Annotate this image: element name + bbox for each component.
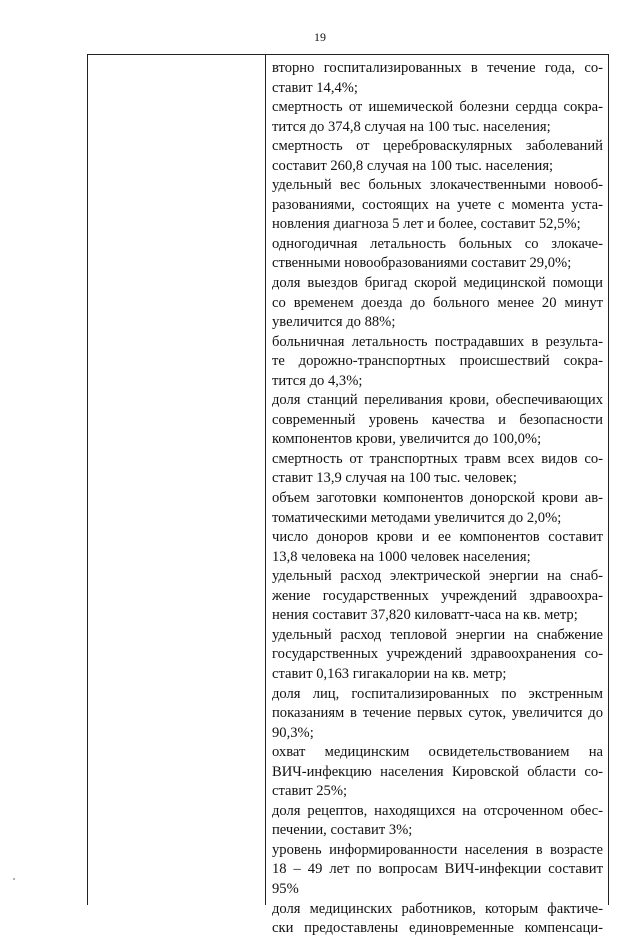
text-line: тится до 374,8 случая на 100 тыс. населения;: [272, 118, 551, 135]
text-line: новления диагноза 5 лет и более, составит 52,5%;: [272, 216, 581, 233]
text-line: ски предоставлены единовременные компенсаци-: [272, 920, 603, 937]
text-line: удельный расход тепловой энергии на снабжение: [272, 626, 603, 643]
table-right-cell: [272, 59, 603, 939]
text-line: тится до 4,3%;: [272, 372, 363, 389]
text-line: нения составит 37,820 киловатт-часа на кв. метр;: [272, 607, 578, 624]
text-line: смертность от транспортных травм всех видов со-: [272, 450, 603, 467]
text-line: доля лиц, госпитализированных по экстренным: [272, 685, 603, 702]
document-table: [87, 54, 609, 937]
table-left-cell: [88, 55, 266, 905]
text-line: удельный расход электрической энергии на снаб-: [272, 568, 603, 585]
text-line: ставит 13,9 случая на 100 тыс. человек;: [272, 470, 517, 487]
text-line: показаниям в течение первых суток, увеличится до: [272, 705, 603, 722]
text-line: охват медицинским освидетельствованием на: [272, 744, 603, 761]
text-line: доля медицинских работников, которым фактиче-: [272, 900, 603, 917]
text-line: число доноров крови и ее компонентов составит: [272, 529, 603, 546]
text-line: разованиями, состоящих на учете с момента уста-: [272, 196, 603, 213]
text-line: 18 – 49 лет по вопросам ВИЧ-инфекции составит: [272, 861, 603, 878]
text-line: ставит 0,163 гигакалории на кв. метр;: [272, 665, 507, 682]
scan-speck: [13, 878, 15, 880]
text-line: ставит 14,4%;: [272, 79, 358, 96]
text-line: те дорожно-транспортных происшествий сокра-: [272, 353, 603, 370]
text-line: государственных учреждений здравоохранения со-: [272, 646, 603, 663]
page-number: 19: [314, 30, 326, 44]
text-line: объем заготовки компонентов донорской крови ав-: [272, 490, 603, 507]
text-line: смертность от цереброваскулярных заболеваний: [272, 138, 603, 155]
text-line: компонентов крови, увеличится до 100,0%;: [272, 431, 542, 448]
text-line: ставит 25%;: [272, 783, 348, 800]
text-line: 95%: [272, 880, 299, 897]
text-line: смертность от ишемической болезни сердца сокра-: [272, 99, 603, 116]
text-line: больничная летальность пострадавших в результа-: [272, 333, 603, 350]
text-line: печении, составит 3%;: [272, 822, 413, 839]
text-line: составит 260,8 случая на 100 тыс. населения;: [272, 157, 554, 174]
text-line: вторно госпитализированных в течение года, со-: [272, 60, 603, 76]
text-line: 90,3%;: [272, 724, 314, 741]
text-line: одногодичная летальность больных со злокаче-: [272, 235, 603, 252]
text-line: удельный вес больных злокачественными новооб-: [272, 177, 603, 194]
text-line: ВИЧ-инфекцию населения Кировской области со-: [272, 763, 603, 780]
text-line: доля станций переливания крови, обеспечивающих: [272, 392, 603, 409]
text-line: томатическими методами увеличится до 2,0%;: [272, 509, 562, 526]
text-line: уровень информированности населения в возрасте: [272, 841, 603, 858]
text-line: со временем доезда до больного менее 20 минут: [272, 294, 603, 311]
text-line: ственными новообразованиями составит 29,0%;: [272, 255, 572, 272]
text-line: увеличится до 88%;: [272, 314, 396, 331]
text-line: 13,8 человека на 1000 человек населения;: [272, 548, 531, 565]
text-line: современный уровень качества и безопасности: [272, 411, 603, 428]
text-line: доля выездов бригад скорой медицинской помощи: [272, 275, 603, 292]
text-line: доля рецептов, находящихся на отсроченном обес-: [272, 802, 603, 819]
text-line: жение государственных учреждений здравоохра-: [272, 587, 603, 604]
